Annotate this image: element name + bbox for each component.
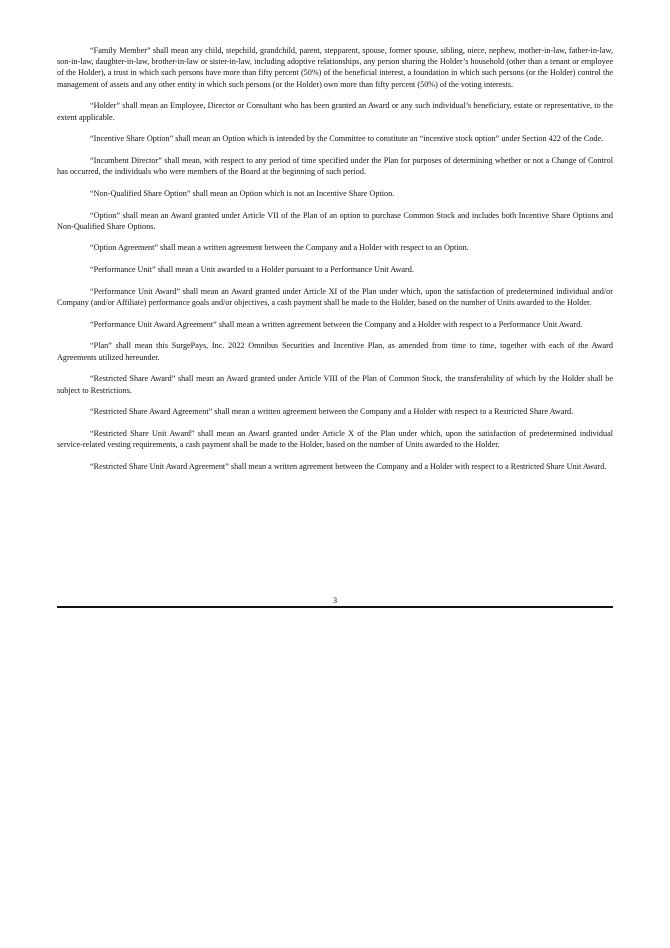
definition-holder: “Holder” shall mean an Employee, Director or Consultant who has been granted an Award or any such individual’s beneficiary, estate or representative, to the extent applicable. bbox=[57, 101, 613, 122]
definition-family-member: “Family Member” shall mean any child, stepchild, grandchild, parent, stepparent, spouse, former spouse, sibling, niece, nephew, mother-in-law, father-in-law, son-in-law, daughter-in-law, brother-in-law or sister-in-law, including adoptive relationships, any person sharing the Holder’s household (other than a tenant or employee of the Holder), a trust in which such persons have more than fifty percent (50%) of the beneficial interest, a foundation in which such persons (or the Holder) control the management of assets and any other entity in which such persons (or the Holder) own more than fifty percent (50%) of the voting interests. bbox=[57, 46, 613, 89]
definition-performance-unit-award-agreement: “Performance Unit Award Agreement” shall mean a written agreement between the Company and a Holder with respect to a Performance Unit Award. bbox=[90, 319, 583, 329]
footer-divider bbox=[57, 606, 613, 608]
definition-restricted-share-award-agreement: “Restricted Share Award Agreement” shall mean a written agreement between the Company and a Holder with respect to a Restricted Share Award. bbox=[90, 407, 574, 417]
definition-option: “Option” shall mean an Award granted under Article VII of the Plan of an option to purchase Common Stock and includes both Incentive Share Options and Non-Qualified Share Options. bbox=[57, 210, 613, 231]
page-number: 3 bbox=[332, 596, 338, 605]
definition-restricted-share-award: “Restricted Share Award” shall mean an Award granted under Article VIII of the Plan of Common Stock, the transferability of which by the Holder shall be subject to Restrictions. bbox=[57, 374, 613, 395]
definition-incentive-share-option: “Incentive Share Option” shall mean an Option which is intended by the Committee to constitute an “incentive stock option” under Section 422 of the Code. bbox=[90, 134, 604, 144]
definition-performance-unit-award: “Performance Unit Award” shall mean an Award granted under Article XI of the Plan under which, upon the satisfaction of predetermined individual and/or Company (and/or Affiliate) performance goals and/or objectives, a cash payment shall be made to the Holder, based on the number of Units awarded to the Holder. bbox=[57, 286, 613, 308]
definition-restricted-share-unit-award-agreement: “Restricted Share Unit Award Agreement” shall mean a written agreement between the Company and a Holder with respect to a Restricted Share Unit Award. bbox=[90, 461, 607, 471]
definition-plan: “Plan” shall mean this SurgePays, Inc. 2022 Omnibus Securities and Incentive Plan, as amended from time to time, together with each of the Award Agreements utilized hereunder. bbox=[57, 341, 613, 362]
definition-option-agreement: “Option Agreement” shall mean a written agreement between the Company and a Holder with respect to an Option. bbox=[90, 243, 469, 253]
definition-incumbent-director: “Incumbent Director” shall mean, with respect to any period of time specified under the Plan for purposes of determining whether or not a Change of Control has occurred, the individuals who were members of the Board at the beginning of such period. bbox=[57, 155, 613, 177]
definition-performance-unit: “Performance Unit” shall mean a Unit awarded to a Holder pursuant to a Performance Unit Award. bbox=[90, 265, 414, 275]
definition-non-qualified-share-option: “Non-Qualified Share Option” shall mean an Option which is not an Incentive Share Option. bbox=[90, 188, 395, 198]
definition-restricted-share-unit-award: “Restricted Share Unit Award” shall mean an Award granted under Article X of the Plan under which, upon the satisfaction of predetermined individual service-related vesting requirements, a cash payment shall be made to the Holder, based on the number of Units awarded to the Holder. bbox=[57, 428, 613, 450]
document-body bbox=[57, 45, 613, 483]
